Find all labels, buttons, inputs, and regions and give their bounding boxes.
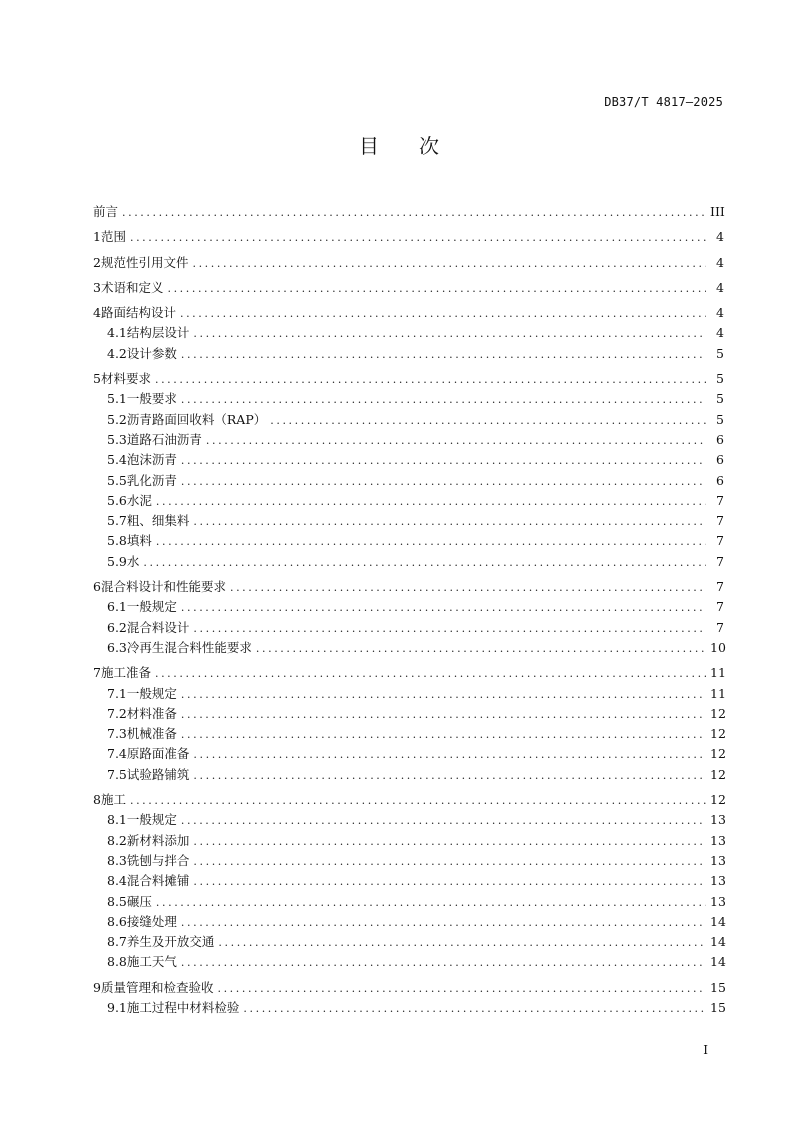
toc-entry-number: 5.2	[107, 411, 127, 427]
toc-entry-title: 填料	[126, 533, 152, 549]
toc-entry-number: 5.9	[107, 553, 127, 569]
toc-entry[interactable]	[93, 790, 724, 810]
toc-entry-number: 2	[93, 254, 101, 270]
toc-entry[interactable]	[93, 810, 724, 830]
toc-entry[interactable]	[93, 978, 724, 998]
toc-entry[interactable]	[93, 410, 724, 430]
toc-entry-title: 铣刨与拌合	[126, 852, 190, 868]
toc-entry-title: 养生及开放交通	[126, 934, 215, 950]
toc-entry-page: 4	[716, 229, 724, 245]
toc-entry-title: 接缝处理	[126, 913, 177, 929]
toc-entry-page: 7	[716, 599, 724, 615]
toc-entry-page: 4	[716, 279, 724, 295]
toc-entry-title: 粗、细集料	[126, 513, 190, 529]
toc-entry-page: 12	[710, 766, 726, 782]
toc-entry-number: 6.2	[107, 619, 127, 635]
toc-entry-page: 14	[710, 954, 726, 970]
toc-leader-dots	[181, 390, 706, 410]
toc-entry[interactable]	[93, 744, 724, 764]
toc-entry[interactable]	[93, 998, 724, 1018]
toc-entry-title: 施工天气	[126, 954, 177, 970]
toc-entry-title: 施工	[100, 792, 126, 808]
document-code: DB37/T 4817—2025	[604, 95, 723, 109]
toc-entry[interactable]	[93, 932, 724, 952]
toc-leader-dots	[256, 639, 706, 659]
toc-entry-number: 7.3	[107, 726, 127, 742]
toc-entry-title: 新材料添加	[126, 832, 190, 848]
toc-leader-dots	[181, 472, 706, 492]
toc-entry-page: 4	[716, 254, 724, 270]
toc-entry[interactable]	[93, 491, 724, 511]
toc-entry[interactable]	[93, 253, 724, 273]
toc-entry-page: 5	[716, 411, 724, 427]
toc-leader-dots	[143, 553, 706, 573]
toc-leader-dots	[181, 953, 706, 973]
toc-entry[interactable]	[93, 871, 724, 891]
toc-entry-page: 7	[716, 533, 724, 549]
toc-entry[interactable]	[93, 912, 724, 932]
toc-entry-title: 水	[126, 553, 140, 569]
toc-entry-number: 5.6	[107, 492, 127, 508]
toc-leader-dots	[122, 203, 706, 223]
toc-leader-dots	[181, 451, 706, 471]
toc-entry-page: 12	[710, 705, 726, 721]
toc-entry-title: 施工过程中材料检验	[126, 999, 240, 1015]
toc-entry-number: 5.8	[107, 533, 127, 549]
toc-entry-title: 原路面准备	[126, 746, 190, 762]
toc-entry-title: 材料要求	[100, 371, 151, 387]
toc-entry[interactable]	[93, 303, 724, 323]
toc-leader-dots	[181, 705, 706, 725]
toc-entry-title: 结构层设计	[126, 325, 190, 341]
toc-leader-dots	[217, 979, 706, 999]
toc-entry[interactable]	[93, 278, 724, 298]
toc-entry[interactable]	[93, 511, 724, 531]
toc-leader-dots	[193, 872, 706, 892]
toc-entry-number: 7.4	[107, 746, 127, 762]
toc-leader-dots	[155, 664, 706, 684]
toc-entry-title: 前言	[93, 204, 119, 219]
toc-entry-title: 乳化沥青	[126, 472, 177, 488]
toc-entry-page: 13	[710, 873, 726, 889]
toc-entry-page: 12	[710, 792, 726, 808]
toc-leader-dots	[243, 999, 706, 1019]
toc-leader-dots	[181, 913, 706, 933]
toc-leader-dots	[130, 791, 706, 811]
toc-entry[interactable]	[93, 202, 724, 222]
toc-entry-title: 一般要求	[126, 391, 177, 407]
toc-entry-number: 8.2	[107, 832, 127, 848]
toc-leader-dots	[181, 725, 706, 745]
toc-entry-page: 14	[710, 934, 726, 950]
toc-leader-dots	[155, 370, 706, 390]
toc-entry-page: III	[710, 204, 725, 219]
toc-entry-title: 道路石油沥青	[126, 431, 202, 447]
toc-leader-dots	[181, 685, 706, 705]
toc-entry-title: 碾压	[126, 893, 152, 909]
title-glyph-2: 次	[419, 134, 441, 158]
toc-entry-number: 8.1	[107, 812, 127, 828]
toc-entry[interactable]	[93, 430, 724, 450]
toc-entry-page: 7	[716, 492, 724, 508]
toc-entry-page: 5	[716, 391, 724, 407]
toc-entry-number: 6.3	[107, 639, 127, 655]
toc-entry-number: 5.3	[107, 431, 127, 447]
toc-entry-number: 5.1	[107, 391, 127, 407]
footer-page-number: I	[703, 1043, 708, 1057]
toc-leader-dots	[270, 411, 706, 431]
toc-leader-dots	[192, 254, 706, 274]
toc-entry[interactable]	[93, 323, 724, 343]
toc-entry[interactable]	[93, 663, 724, 683]
toc-leader-dots	[193, 745, 706, 765]
toc-entry[interactable]	[93, 471, 724, 491]
toc-entry-number: 9	[93, 979, 101, 995]
toc-entry-title: 机械准备	[126, 726, 177, 742]
toc-entry-title: 沥青路面回收料（RAP）	[126, 411, 267, 427]
toc-entry-page: 12	[710, 746, 726, 762]
toc-entry-title: 术语和定义	[100, 279, 164, 295]
toc-entry-page: 13	[710, 832, 726, 848]
toc-entry-page: 13	[710, 852, 726, 868]
toc-entry-title: 规范性引用文件	[100, 254, 189, 270]
toc-entry-page: 4	[716, 305, 724, 321]
toc-entry-number: 9.1	[107, 999, 127, 1015]
toc-leader-dots	[167, 279, 706, 299]
page-title	[0, 130, 800, 159]
toc-entry-title: 一般规定	[126, 685, 177, 701]
toc-entry-title: 水泥	[126, 492, 152, 508]
toc-entry-title: 泡沫沥青	[126, 452, 177, 468]
toc-entry-title: 一般规定	[126, 812, 177, 828]
toc-entry-title: 混合料摊铺	[126, 873, 190, 889]
toc-entry-number: 5.7	[107, 513, 127, 529]
toc-entry-title: 材料准备	[126, 705, 177, 721]
toc-leader-dots	[193, 766, 706, 786]
toc-entry[interactable]	[93, 597, 724, 617]
toc-leader-dots	[156, 492, 706, 512]
toc-entry[interactable]	[93, 531, 724, 551]
toc-entry-number: 8.6	[107, 913, 127, 929]
toc-entry[interactable]	[93, 577, 724, 597]
toc-entry-title: 一般规定	[126, 599, 177, 615]
toc-entry[interactable]	[93, 618, 724, 638]
toc-entry[interactable]	[93, 724, 724, 744]
toc-entry-page: 7	[716, 619, 724, 635]
toc-entry-title: 施工准备	[100, 665, 151, 681]
toc-entry-number: 1	[93, 229, 101, 245]
toc-entry-page: 12	[710, 726, 726, 742]
toc-leader-dots	[180, 304, 706, 324]
toc-entry[interactable]	[93, 851, 724, 871]
toc-leader-dots	[156, 532, 706, 552]
toc-entry-page: 7	[716, 553, 724, 569]
toc-leader-dots	[206, 431, 706, 451]
toc-entry-number: 4	[93, 305, 101, 321]
toc-entry[interactable]	[93, 892, 724, 912]
toc-entry-number: 8.5	[107, 893, 127, 909]
toc-entry-page: 13	[710, 812, 726, 828]
toc-entry-number: 8.3	[107, 852, 127, 868]
toc-entry-number: 8.7	[107, 934, 127, 950]
toc-entry-number: 4.1	[107, 325, 127, 341]
toc-leader-dots	[193, 619, 706, 639]
toc-entry-page: 7	[716, 513, 724, 529]
toc-leader-dots	[193, 512, 706, 532]
toc-leader-dots	[193, 852, 706, 872]
toc-entry[interactable]	[93, 638, 724, 658]
toc-entry-page: 15	[710, 999, 726, 1015]
title-glyph-1: 目	[359, 134, 381, 158]
toc-entry-page: 7	[716, 579, 724, 595]
toc-entry-title: 设计参数	[126, 345, 177, 361]
toc-entry[interactable]	[93, 952, 724, 972]
toc-entry[interactable]	[93, 552, 724, 572]
toc-entry-title: 混合料设计和性能要求	[100, 579, 226, 595]
toc-entry[interactable]	[93, 389, 724, 409]
toc-entry[interactable]	[93, 227, 724, 247]
toc-entry-page: 4	[716, 325, 724, 341]
toc-entry-number: 7	[93, 665, 101, 681]
toc-entry-page: 10	[710, 639, 726, 655]
toc-entry-page: 15	[710, 979, 726, 995]
toc-entry[interactable]	[93, 344, 724, 364]
toc-entry-number: 8.4	[107, 873, 127, 889]
toc-entry-number: 5.5	[107, 472, 127, 488]
toc-leader-dots	[181, 811, 706, 831]
toc-entry-page: 6	[716, 472, 724, 488]
toc-leader-dots	[181, 345, 706, 365]
toc-entry-page: 11	[710, 665, 726, 681]
toc-leader-dots	[181, 598, 706, 618]
toc-entry-number: 6	[93, 579, 101, 595]
toc-entry-number: 6.1	[107, 599, 127, 615]
toc-entry-title: 范围	[100, 229, 126, 245]
toc-entry-page: 13	[710, 893, 726, 909]
toc-entry-title: 混合料设计	[126, 619, 190, 635]
toc-entry-page: 6	[716, 452, 724, 468]
toc-entry-number: 7.5	[107, 766, 127, 782]
toc-entry-title: 试验路铺筑	[126, 766, 190, 782]
toc-entry-page: 5	[716, 345, 724, 361]
toc-entry-page: 5	[716, 371, 724, 387]
toc-entry-number: 5.4	[107, 452, 127, 468]
toc-entry[interactable]	[93, 684, 724, 704]
toc-entry-number: 7.1	[107, 685, 127, 701]
toc-leader-dots	[130, 228, 706, 248]
toc-entry-number: 8.8	[107, 954, 127, 970]
toc-entry-number: 7.2	[107, 705, 127, 721]
toc-entry-number: 5	[93, 371, 101, 387]
table-of-contents	[93, 202, 724, 1018]
toc-entry-title: 冷再生混合料性能要求	[126, 639, 252, 655]
toc-entry-page: 11	[710, 685, 726, 701]
toc-leader-dots	[230, 578, 706, 598]
toc-entry[interactable]	[93, 704, 724, 724]
toc-leader-dots	[193, 832, 706, 852]
toc-leader-dots	[193, 324, 706, 344]
toc-entry-number: 4.2	[107, 345, 127, 361]
toc-entry-page: 6	[716, 431, 724, 447]
toc-leader-dots	[218, 933, 706, 953]
toc-leader-dots	[156, 893, 706, 913]
toc-entry-number: 8	[93, 792, 101, 808]
toc-entry-number: 3	[93, 279, 101, 295]
toc-entry[interactable]	[93, 450, 724, 470]
toc-entry-title: 质量管理和检查验收	[100, 979, 214, 995]
toc-entry-title: 路面结构设计	[100, 305, 176, 321]
toc-entry[interactable]	[93, 369, 724, 389]
toc-entry[interactable]	[93, 831, 724, 851]
toc-entry[interactable]	[93, 765, 724, 785]
toc-entry-page: 14	[710, 913, 726, 929]
